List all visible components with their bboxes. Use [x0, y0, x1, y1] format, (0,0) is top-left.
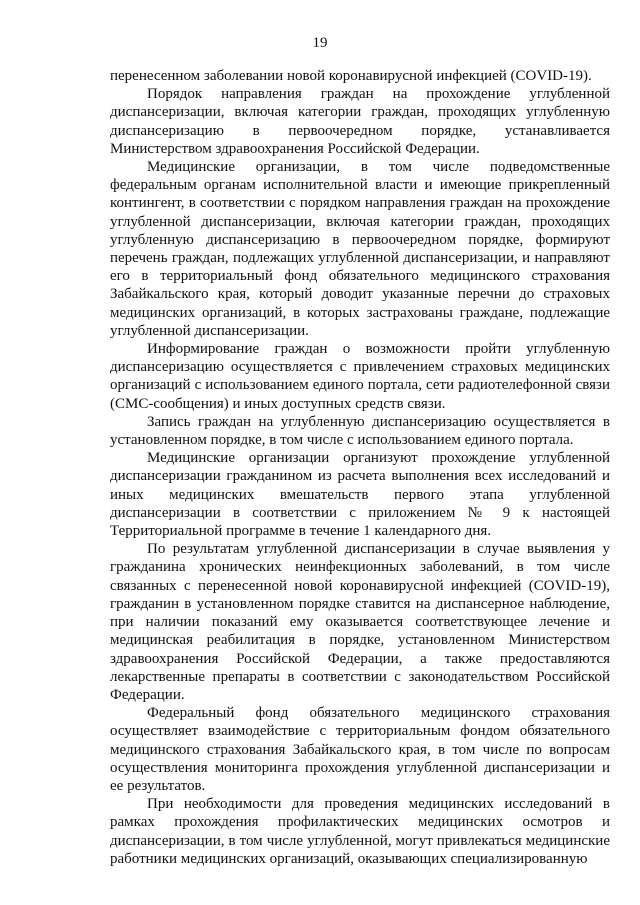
- paragraph-continuation: перенесенном заболевании новой коронавирусной инфекцией (COVID-19).: [110, 68, 592, 84]
- paragraph-organization-of-examination: Медицинские организации организуют прохождение углубленной диспансеризации гражданином из расчета выполнения всех исследований и иных медицинских вмешательств первого этапа углубленной диспансеризации в соответствии с приложением № 9 к настоящей Территориальной программе в течение 1 календарного дня.: [110, 450, 610, 540]
- paragraph-medical-organizations-list: Медицинские организации, в том числе подведомственные федеральным органам исполнительной власти и имеющие прикрепленный контингент, в соответствии с порядком направления граждан на прохождение углубленной диспансеризации, включая категории граждан, проходящих углубленную диспансеризацию в первоочередном порядке, формируют перечень граждан, подлежащих углубленной диспансеризации, и направляют его в территориальный фонд обязательного медицинского страхования Забайкальского края, который доводит указанные перечни до страховых медицинских организаций, в которых застрахованы граждане, подлежащие углубленной диспансеризации.: [110, 159, 610, 339]
- paragraph-informing-citizens: Информирование граждан о возможности пройти углубленную диспансеризацию осуществляется с привлечением страховых медицинских организаций с использованием единого портала, сети радиотелефонной связи (СМС-сообщения) и иных доступных средств связи.: [110, 341, 610, 412]
- paragraph-referral-procedure: Порядок направления граждан на прохождение углубленной диспансеризации, включая категории граждан, проходящих углубленную диспансеризацию в первоочередном порядке, устанавливается Министерством здравоохранения Российской Федерации.: [110, 86, 610, 157]
- paragraph-registration: Запись граждан на углубленную диспансеризацию осуществляется в установленном порядке, в том числе с использованием единого портала.: [110, 413, 610, 449]
- page-number: 19: [312, 35, 328, 51]
- paragraph-federal-fund: Федеральный фонд обязательного медицинского страхования осуществляет взаимодействие с территориальным фондом обязательного медицинского страхования Забайкальского края, в том числе по вопросам осуществления мониторинга прохождения углубленной диспансеризации и ее результатов.: [110, 705, 610, 794]
- body-text: [110, 67, 610, 868]
- paragraph-results: По результатам углубленной диспансеризации в случае выявления у гражданина хронических неинфекционных заболеваний, в том числе связанных с перенесенной новой коронавирусной инфекцией (COVID-19), гражданин в установленном порядке ставится на диспансерное наблюдение, при наличии показаний ему оказывается соответствующее лечение и медицинская реабилитация в порядке, установленном Министерством здравоохранения Российской Федерации, а также предоставляются лекарственные препараты в соответствии с законодательством Российской Федерации.: [110, 541, 610, 703]
- paragraph-involvement-of-workers: При необходимости для проведения медицинских исследований в рамках прохождения профилактических медицинских осмотров и диспансеризации, в том числе углубленной, могут привлекаться медицинские работники медицинских организаций, оказывающих специализированную: [110, 796, 610, 867]
